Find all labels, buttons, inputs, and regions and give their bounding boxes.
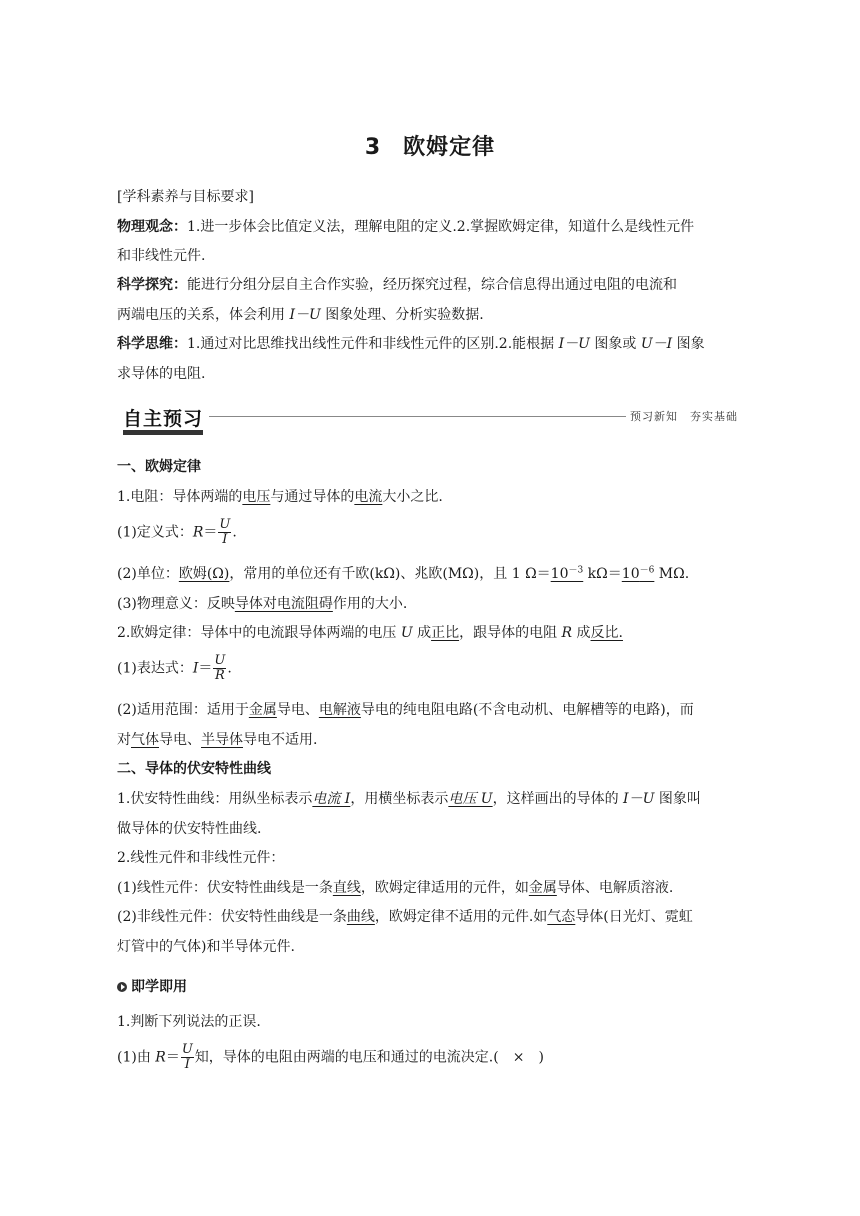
definition-formula: (1)定义式：R＝ $\frac{U}{I}$ . <box>117 517 237 547</box>
iv-curve-line-2: 做导体的伏安特性曲线. <box>117 821 262 837</box>
unit-line: (2)单位：欧姆(Ω)，常用的单位还有千欧(kΩ)、兆欧(MΩ)，且 1 $\Omega=10^{-3}$ $k\Omega=10^{-6}$ MΩ. <box>117 565 690 582</box>
banner-underline <box>123 430 203 435</box>
element-types: 2.线性元件和非线性元件： <box>117 850 285 866</box>
banner-subtitle: 预习新知 夯实基础 <box>630 410 738 423</box>
ohms-law-line: 2.欧姆定律：导体中的电流跟导体两端的电压 U 成正比，跟导体的电阻 R 成反比. <box>117 625 623 641</box>
practice-badge: 即学即用 <box>117 976 187 998</box>
title-text: 欧姆定律 <box>403 135 496 160</box>
play-icon <box>117 982 127 992</box>
section-heading-ohms-law: 一、欧姆定律 <box>117 459 201 475</box>
goal-concept-line-1: 物理观念：1.进一步体会比值定义法，理解电阻的定义.2.掌握欧姆定律，知道什么是线性元件 <box>117 219 695 235</box>
banner-title: 自主预习 <box>123 408 204 430</box>
practice-item-1: (1)由 R＝ $\frac{U}{I}$ 知，导体的电阻由两端的电压和通过的电流决定.( × ) <box>117 1042 544 1072</box>
section-heading-iv-curve: 二、导体的伏安特性曲线 <box>117 761 271 777</box>
fraction-u-over-i-practice: $\frac{U}{I}$ <box>181 1042 193 1072</box>
resistance-def: 1.电阻：导体两端的电压与通过导体的电流大小之比. <box>117 489 443 505</box>
meaning-line: (3)物理意义：反映导体对电流阻碍作用的大小. <box>117 596 408 612</box>
nonlinear-element-line-2: 灯管中的气体)和半导体元件. <box>117 939 295 955</box>
nonlinear-element-line-1: (2)非线性元件：伏安特性曲线是一条曲线，欧姆定律不适用的元件.如气态导体(日光灯、霓虹 <box>117 909 693 925</box>
scope-line-1: (2)适用范围：适用于金属导电、电解液导电的纯电阻电路(不含电动机、电解槽等的电路)，而 <box>117 702 694 718</box>
goal-thinking-line-1: 科学思维：1.通过对比思维找出线性元件和非线性元件的区别.2.能根据 I－U 图象或 U－I 图象 <box>117 336 705 352</box>
goal-explore-line-2: 两端电压的关系，体会利用 I－U 图象处理、分析实验数据. <box>117 307 484 323</box>
goal-thinking-line-2: 求导体的电阻. <box>117 366 206 382</box>
expression-formula: (1)表达式：I＝ $\frac{U}{R}$ . <box>117 653 232 683</box>
fraction-u-over-r: $\frac{U}{R}$ <box>214 653 226 683</box>
goal-concept-line-2: 和非线性元件. <box>117 248 206 264</box>
iv-curve-line-1: 1.伏安特性曲线：用纵坐标表示电流 I，用横坐标表示电压 U，这样画出的导体的 I－U 图象叫 <box>117 791 701 807</box>
banner-rule <box>209 416 626 417</box>
title-number: 3 <box>364 135 382 160</box>
fraction-u-over-i: $\frac{U}{I}$ <box>219 517 231 547</box>
goals-header: [学科素养与目标要求] <box>117 189 254 205</box>
scope-line-2: 对气体导电、半导体导电不适用. <box>117 732 318 748</box>
practice-question-1: 1.判断下列说法的正误. <box>117 1014 261 1030</box>
section-banner <box>123 404 738 436</box>
goal-explore-line-1: 科学探究：能进行分组分层自主合作实验，经历探究过程，综合信息得出通过电阻的电流和 <box>117 277 677 293</box>
page-title <box>0 130 860 161</box>
linear-element: (1)线性元件：伏安特性曲线是一条直线，欧姆定律适用的元件，如金属导体、电解质溶液. <box>117 880 674 896</box>
